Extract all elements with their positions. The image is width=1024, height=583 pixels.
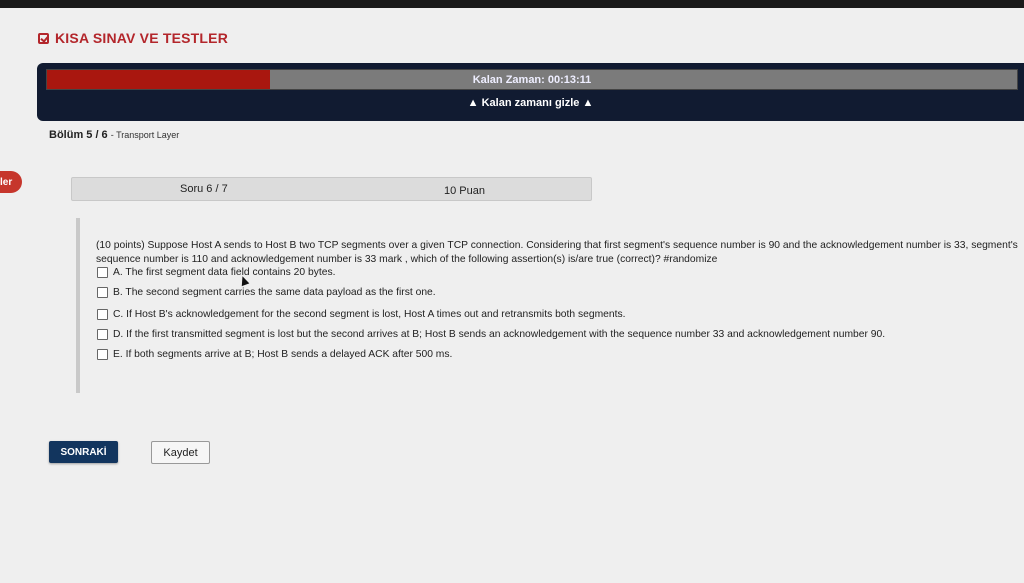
option-a-label: A. The first segment data field contains 20 bytes. bbox=[113, 267, 336, 278]
option-a[interactable] bbox=[97, 267, 335, 278]
section-title: KISA SINAV VE TESTLER bbox=[55, 30, 228, 46]
part-indicator bbox=[49, 129, 179, 141]
option-d[interactable] bbox=[97, 329, 885, 340]
section-header bbox=[38, 30, 228, 46]
part-topic: - Transport Layer bbox=[110, 130, 180, 140]
timer-panel bbox=[37, 63, 1024, 121]
save-button[interactable]: Kaydet bbox=[151, 441, 210, 464]
next-button[interactable]: SONRAKİ bbox=[49, 441, 118, 463]
option-c-label: C. If Host B's acknowledgement for the second segment is lost, Host A times out and retransmits both segments. bbox=[113, 309, 626, 320]
option-e-checkbox[interactable] bbox=[97, 349, 108, 360]
question-info-bar bbox=[71, 177, 592, 201]
option-e[interactable] bbox=[97, 349, 452, 360]
option-a-checkbox[interactable] bbox=[97, 267, 108, 278]
option-e-label: E. If both segments arrive at B; Host B sends a delayed ACK after 500 ms. bbox=[113, 349, 453, 360]
question-text: (10 points) Suppose Host A sends to Host B two TCP segments over a given TCP connection. Considering that first segment's sequence number is 90 and the acknowledgement number is 33, segment's sequence number is 110 and acknowledgement number is 33 mark , which of the following assertion(s) is/are true (correct)? #randomize bbox=[96, 240, 1018, 265]
option-b-label: B. The second segment carries the same data payload as the first one. bbox=[113, 287, 436, 298]
question-points: 10 Puan bbox=[444, 185, 485, 197]
part-number: Bölüm 5 / 6 bbox=[49, 129, 108, 141]
option-c-checkbox[interactable] bbox=[97, 309, 108, 320]
option-d-label: D. If the first transmitted segment is lost but the second arrives at B; Host B sends an acknowledgement with the sequence number 33 and acknowledgement number 90. bbox=[113, 329, 886, 340]
quiz-page bbox=[0, 8, 1024, 583]
top-edge bbox=[0, 0, 1024, 8]
question-counter: Soru 6 / 7 bbox=[180, 183, 228, 195]
side-tab[interactable]: ler bbox=[0, 171, 22, 193]
hide-timer-toggle[interactable]: ▲ Kalan zamanı gizle ▲ bbox=[467, 97, 594, 109]
question-card bbox=[76, 218, 1024, 393]
check-square-icon bbox=[38, 33, 49, 44]
option-c[interactable] bbox=[97, 309, 625, 320]
option-b-checkbox[interactable] bbox=[97, 287, 108, 298]
time-progress-bar bbox=[46, 69, 1018, 90]
remaining-time-label: Kalan Zaman: 00:13:11 bbox=[472, 73, 592, 86]
option-b[interactable] bbox=[97, 287, 436, 298]
option-d-checkbox[interactable] bbox=[97, 329, 108, 340]
